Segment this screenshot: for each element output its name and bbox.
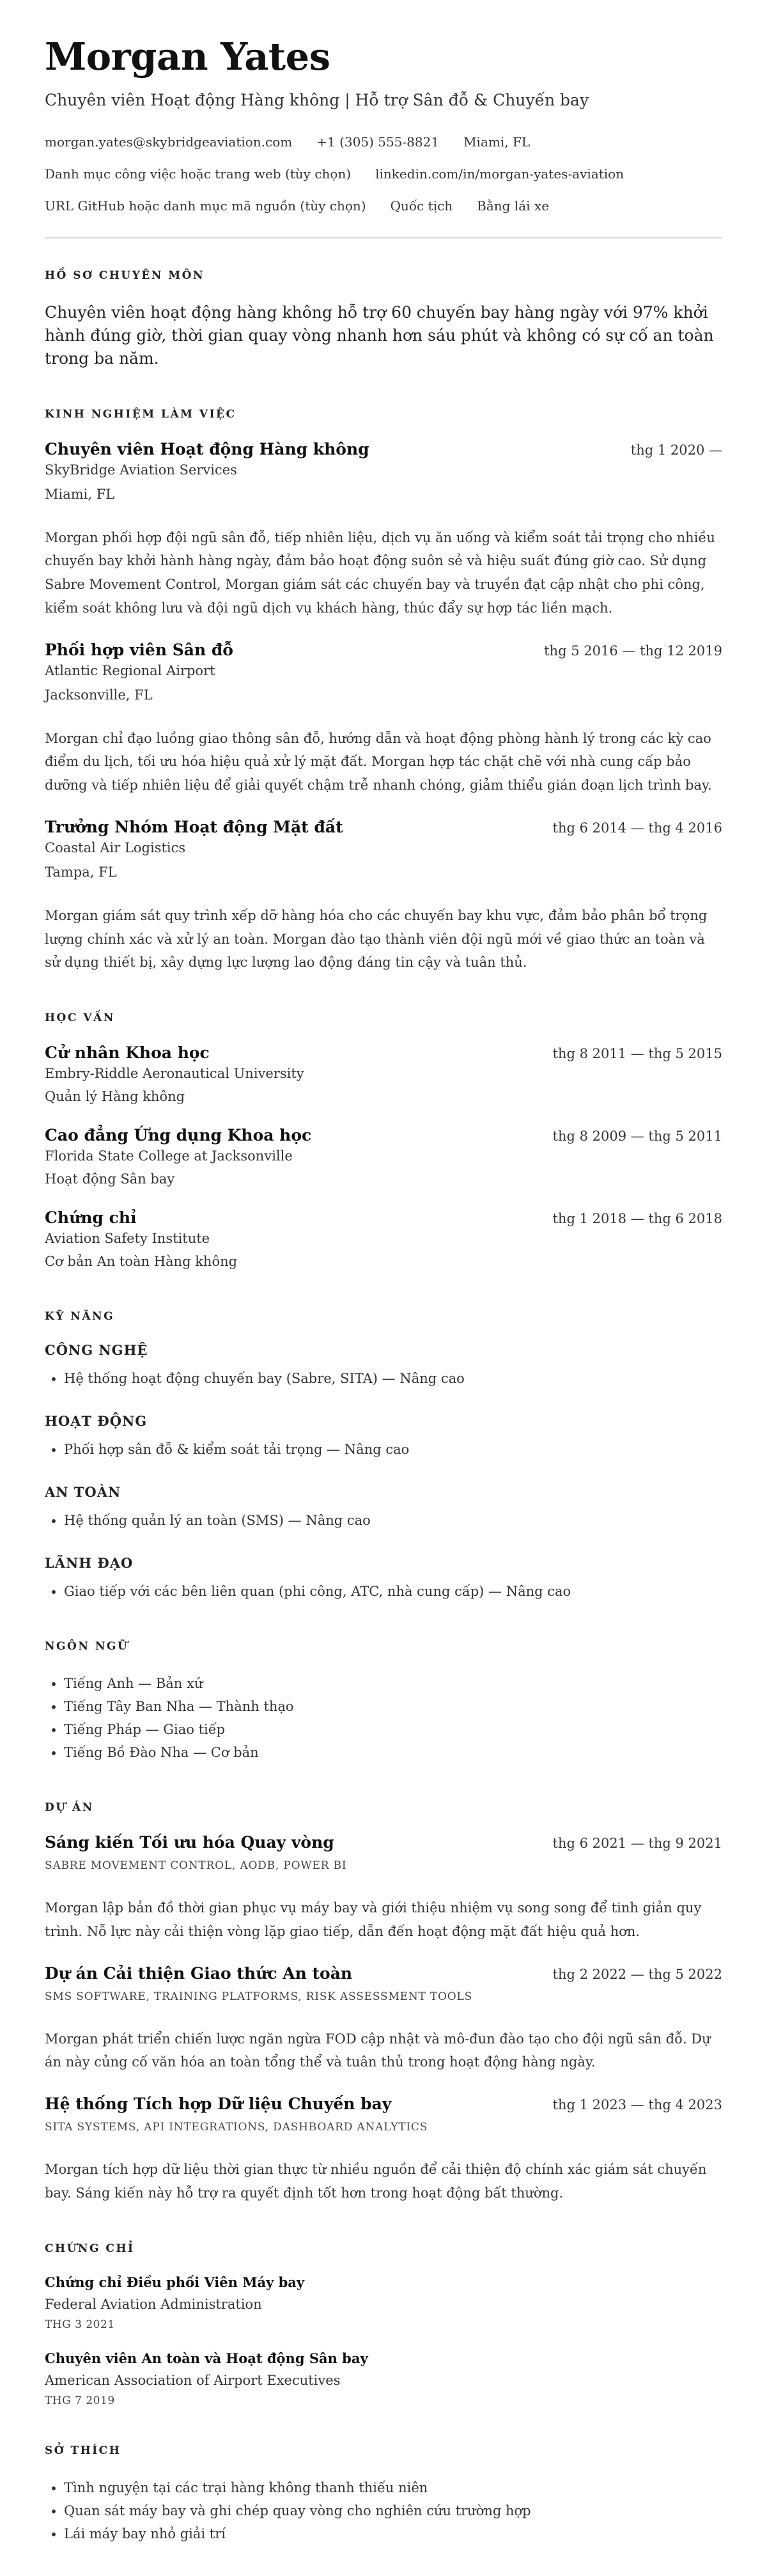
project-name: Dự án Cải thiện Giao thức An toàn	[45, 1963, 353, 1983]
section-title-interests: SỞ THÍCH	[45, 2444, 121, 2457]
school-name: Florida State College at Jacksonville	[45, 1148, 293, 1164]
skill-item: • Hệ thống hoạt động chuyến bay (Sabre, SITA) — Nâng cao	[64, 1367, 722, 1390]
education-date: thg 1 2018 — thg 6 2018	[552, 1211, 722, 1227]
project-description: Morgan tích hợp dữ liệu thời gian thực từ nhiều nguồn để cải thiện độ chính xác giám sát chuyến bay. Sáng kiến này hỗ trợ ra quyết định tốt hơn trong hoạt động bất thường.	[45, 2162, 707, 2201]
company-name: Coastal Air Logistics	[45, 839, 186, 855]
interest-item: • Lái máy bay nhỏ giải trí	[64, 2522, 722, 2545]
skill-item: • Phối hợp sân đỗ & kiểm soát tải trọng — Nâng cao	[64, 1438, 722, 1461]
driving-license: Bằng lái xe	[477, 198, 550, 214]
job-date: thg 5 2016 — thg 12 2019	[544, 643, 722, 659]
language-item: • Tiếng Pháp — Giao tiếp	[64, 1718, 722, 1741]
project-entry	[45, 1833, 722, 1944]
skill-list	[45, 1580, 722, 1603]
job-location: Tampa, FL	[45, 864, 117, 880]
candidate-headline: Chuyên viên Hoạt động Hàng không | Hỗ trợ Sân đỗ & Chuyến bay	[45, 90, 589, 109]
section-title-skills: KỸ NĂNG	[45, 1310, 115, 1323]
experience-entry	[45, 818, 722, 974]
github-link[interactable]: URL GitHub hoặc danh mục mã nguồn (tùy chọn)	[45, 198, 366, 214]
project-entry	[45, 1964, 722, 2075]
experience-section	[45, 408, 722, 975]
portfolio-link[interactable]: Danh mục công việc hoặc trang web (tùy chọn)	[45, 166, 352, 182]
education-date: thg 8 2011 — thg 5 2015	[552, 1046, 722, 1062]
language-item: • Tiếng Bồ Đào Nha — Cơ bản	[64, 1741, 722, 1764]
degree-title: Cử nhân Khoa học	[45, 1043, 210, 1063]
languages-section	[45, 1640, 722, 1764]
company-name: Atlantic Regional Airport	[45, 662, 215, 678]
education-date: thg 8 2009 — thg 5 2011	[552, 1128, 722, 1144]
degree-title: Chứng chỉ	[45, 1208, 137, 1228]
education-entry	[45, 1126, 722, 1190]
contact-info	[45, 126, 722, 222]
projects-section	[45, 1801, 722, 2205]
school-name: Embry-Riddle Aeronautical University	[45, 1066, 304, 1082]
education-entry	[45, 1208, 722, 1273]
certifications-section	[45, 2242, 722, 2407]
certification-issuer: Federal Aviation Administration	[45, 2296, 262, 2312]
job-description: Morgan chỉ đạo luồng giao thông sân đỗ, hướng dẫn và hoạt động phòng hành lý trong các kỳ cao điểm du lịch, tối ưu hóa hiệu quả xử lý mặt đất. Morgan hợp tác chặt chẽ với nhà cung cấp bảo dưỡng và tiếp nhiên liệu để giải quyết chậm trễ nhanh chóng, giảm thiểu gián đoạn lịch trình bay.	[45, 730, 712, 793]
skills-section	[45, 1310, 722, 1603]
certification-issuer: American Association of Airport Executives	[45, 2372, 341, 2388]
section-title-projects: DỰ ÁN	[45, 1801, 94, 1815]
project-technologies: SMS SOFTWARE, TRAINING PLATFORMS, RISK ASSESSMENT TOOLS	[45, 1990, 473, 2003]
skill-list	[45, 1367, 722, 1390]
degree-title: Cao đẳng Ứng dụng Khoa học	[45, 1126, 312, 1145]
certification-date: THG 3 2021	[45, 2318, 115, 2331]
candidate-name: Morgan Yates	[45, 35, 330, 79]
job-location: Jacksonville, FL	[45, 687, 153, 703]
language-list	[45, 1672, 722, 1764]
job-location: Miami, FL	[45, 486, 115, 502]
experience-entry	[45, 440, 722, 620]
job-description: Morgan phối hợp đội ngũ sân đỗ, tiếp nhiên liệu, dịch vụ ăn uống và kiểm soát tải trọng cho nhiều chuyến bay khởi hành hàng ngày, đảm bảo hoạt động suôn sẻ và hiệu suất đúng giờ cao. Sử dụng Sabre Movement Control, Morgan giám sát các chuyến bay và truyền đạt cập nhật cho phi công, kiểm soát không lưu và đội ngũ dịch vụ khách hàng, thúc đẩy sự hợp tác liền mạch.	[45, 529, 715, 616]
field-of-study: Hoạt động Sân bay	[45, 1171, 175, 1187]
project-date: thg 1 2023 — thg 4 2023	[552, 2097, 722, 2113]
company-name: SkyBridge Aviation Services	[45, 462, 237, 478]
section-title-education: HỌC VẤN	[45, 1011, 115, 1025]
header-divider	[45, 237, 722, 238]
project-description: Morgan lập bản đồ thời gian phục vụ máy bay và giới thiệu nhiệm vụ song song để tinh giản quy trình. Nỗ lực này cải thiện vòng lặp giao tiếp, dẫn đến hoạt động mặt đất hiệu quả hơn.	[45, 1900, 702, 1939]
resume-header	[45, 37, 722, 222]
skill-category: AN TOÀN	[45, 1484, 121, 1501]
skill-item: • Giao tiếp với các bên liên quan (phi công, ATC, nhà cung cấp) — Nâng cao	[64, 1580, 722, 1603]
email-link[interactable]: morgan.yates@skybridgeaviation.com	[45, 134, 293, 150]
summary-section	[45, 269, 722, 371]
summary-text: Chuyên viên hoạt động hàng không hỗ trợ 60 chuyến bay hàng ngày với 97% khởi hành đúng giờ, thời gian quay vòng nhanh hơn sáu phút và không có sự cố an toàn trong ba năm.	[45, 302, 714, 368]
education-entry	[45, 1043, 722, 1108]
field-of-study: Quản lý Hàng không	[45, 1089, 185, 1105]
project-description: Morgan phát triển chiến lược ngăn ngừa FOD cập nhật và mô-đun đào tạo cho đội ngũ sân đỗ. Dự án này củng cố văn hóa an toàn tổng thể và tuân thủ trong hoạt động hàng ngày.	[45, 2031, 711, 2070]
location: Miami, FL	[463, 134, 531, 150]
skill-category: LÃNH ĐẠO	[45, 1555, 134, 1572]
skill-list	[45, 1509, 722, 1532]
project-date: thg 6 2021 — thg 9 2021	[552, 1836, 722, 1852]
linkedin-link[interactable]: linkedin.com/in/morgan-yates-aviation	[375, 166, 624, 182]
project-name: Hệ thống Tích hợp Dữ liệu Chuyến bay	[45, 2095, 392, 2114]
section-title-summary: HỒ SƠ CHUYÊN MÔN	[45, 269, 205, 282]
interest-list	[45, 2476, 722, 2545]
certification-date: THG 7 2019	[45, 2394, 115, 2407]
interests-section	[45, 2444, 722, 2545]
certification-name: Chứng chỉ Điều phối Viên Máy bay	[45, 2274, 305, 2290]
project-date: thg 2 2022 — thg 5 2022	[552, 1966, 722, 1982]
phone-number: +1 (305) 555-8821	[316, 134, 440, 150]
job-date: thg 1 2020 —	[630, 442, 722, 458]
language-item: • Tiếng Tây Ban Nha — Thành thạo	[64, 1695, 722, 1718]
skill-list	[45, 1438, 722, 1461]
section-title-certifications: CHỨNG CHỈ	[45, 2242, 135, 2255]
certification-name: Chuyên viên An toàn và Hoạt động Sân bay	[45, 2350, 368, 2366]
project-entry	[45, 2095, 722, 2205]
project-technologies: SABRE MOVEMENT CONTROL, AODB, POWER BI	[45, 1859, 347, 1873]
section-title-experience: KINH NGHIỆM LÀM VIỆC	[45, 407, 236, 421]
interest-item: • Quan sát máy bay và ghi chép quay vòng cho nghiên cứu trường hợp	[64, 2499, 722, 2522]
skill-category: HOẠT ĐỘNG	[45, 1413, 148, 1430]
project-technologies: SITA SYSTEMS, API INTEGRATIONS, DASHBOARD ANALYTICS	[45, 2121, 428, 2134]
nationality: Quốc tịch	[390, 198, 453, 214]
section-title-languages: NGÔN NGỮ	[45, 1640, 129, 1653]
field-of-study: Cơ bản An toàn Hàng không	[45, 1254, 238, 1270]
job-description: Morgan giám sát quy trình xếp dỡ hàng hóa cho các chuyến bay khu vực, đảm bảo phân bổ trọng lượng chính xác và xử lý an toàn. Morgan đào tạo thành viên đội ngũ mới về giao thức an toàn và sử dụng thiết bị, xây dựng lực lượng lao động đáng tin cậy và tuân thủ.	[45, 907, 708, 971]
job-date: thg 6 2014 — thg 4 2016	[552, 820, 722, 836]
interest-item: • Tình nguyện tại các trại hàng không thanh thiếu niên	[64, 2476, 722, 2499]
education-section	[45, 1011, 722, 1273]
job-title: Chuyên viên Hoạt động Hàng không	[45, 439, 369, 458]
job-title: Trưởng Nhóm Hoạt động Mặt đất	[45, 817, 343, 836]
school-name: Aviation Safety Institute	[45, 1231, 210, 1247]
project-name: Sáng kiến Tối ưu hóa Quay vòng	[45, 1833, 334, 1852]
language-item: • Tiếng Anh — Bản xứ	[64, 1672, 722, 1695]
certification-entry	[45, 2350, 722, 2407]
skill-item: • Hệ thống quản lý an toàn (SMS) — Nâng cao	[64, 1509, 722, 1532]
certification-entry	[45, 2274, 722, 2331]
job-title: Phối hợp viên Sân đỗ	[45, 640, 233, 659]
experience-entry	[45, 641, 722, 797]
skill-category: CÔNG NGHỆ	[45, 1342, 148, 1359]
